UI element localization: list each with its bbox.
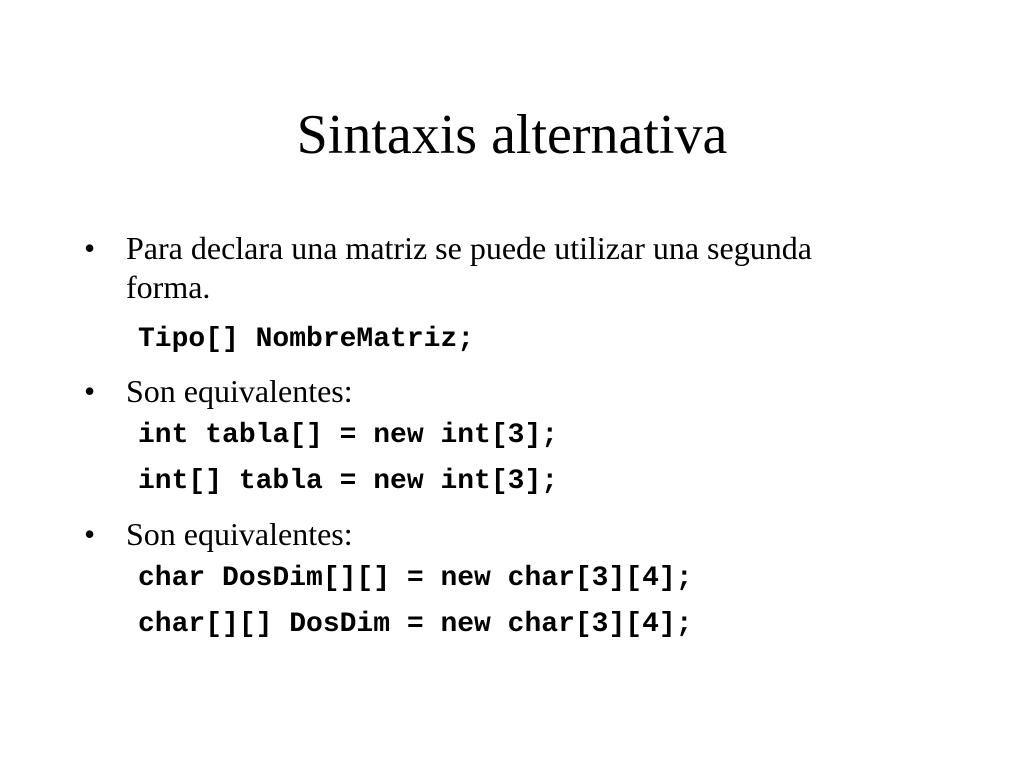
bullet-text: Son equivalentes: bbox=[126, 373, 353, 409]
code-line: char[][] DosDim = new char[3][4]; bbox=[138, 609, 693, 640]
bullet-item-3 bbox=[84, 515, 884, 554]
bullet-item-2 bbox=[84, 372, 884, 411]
code-line: Tipo[] NombreMatriz; bbox=[138, 324, 475, 355]
code-line: int tabla[] = new int[3]; bbox=[138, 420, 559, 451]
bullet-dot: • bbox=[84, 516, 96, 552]
bullet-item-1 bbox=[84, 229, 884, 307]
bullet-dot: • bbox=[84, 373, 96, 409]
code-line: char DosDim[][] = new char[3][4]; bbox=[138, 563, 693, 594]
slide-title: Sintaxis alternativa bbox=[296, 104, 728, 166]
bullet-text: Para declara una matriz se puede utilizar una segunda forma. bbox=[126, 230, 812, 305]
bullet-dot: • bbox=[84, 230, 96, 266]
bullet-text: Son equivalentes: bbox=[126, 516, 353, 552]
code-line: int[] tabla = new int[3]; bbox=[138, 466, 559, 497]
